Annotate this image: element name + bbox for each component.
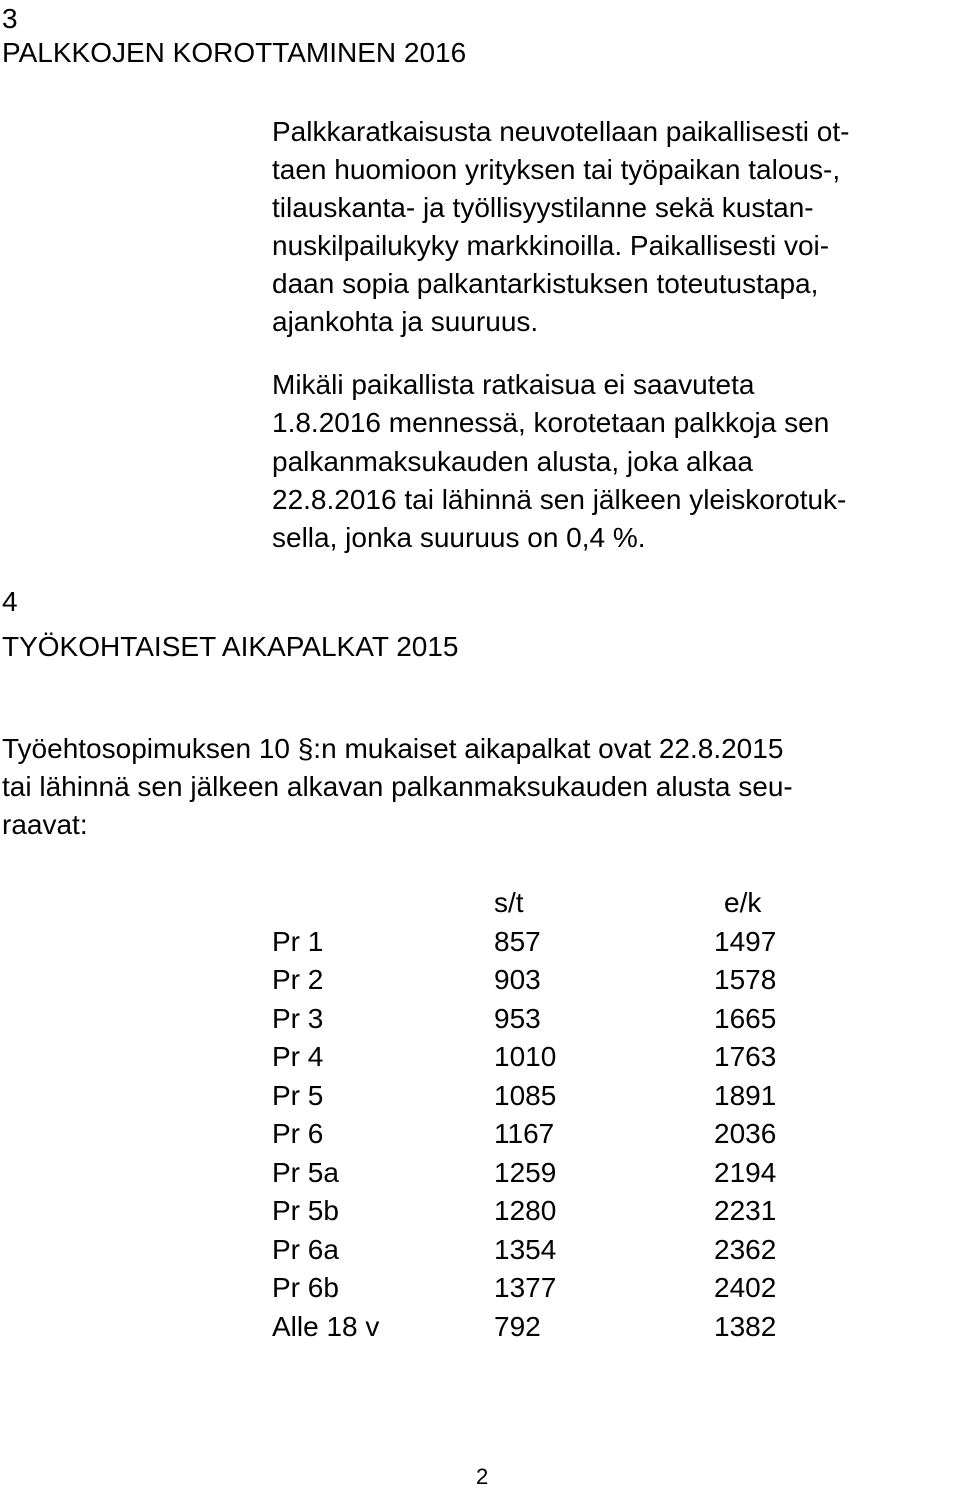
- table-cell: Pr 2: [272, 964, 324, 995]
- table-cell: 1497: [714, 925, 777, 957]
- intro-line: Työehtosopimuksen 10 §:n mukaiset aikapalkat ovat 22.8.2015: [2, 733, 784, 764]
- table-row: [272, 1192, 832, 1231]
- table-cell: 857: [494, 925, 541, 957]
- paragraph-line: Mikäli paikallista ratkaisua ei saavuteta: [272, 369, 755, 400]
- table-row: [272, 1077, 832, 1116]
- table-cell: 792: [494, 1310, 541, 1342]
- paragraph-line: ajankohta ja suuruus.: [272, 306, 539, 337]
- table-row: [272, 961, 832, 1000]
- table-header-cell: e/k: [724, 887, 762, 918]
- table-cell: Pr 6a: [272, 1233, 339, 1265]
- table-cell: 1665: [714, 1002, 777, 1034]
- table-row: [272, 1231, 832, 1270]
- table-cell: 2036: [714, 1118, 777, 1149]
- page-number: 2: [476, 1464, 489, 1489]
- table-cell: 2231: [714, 1195, 777, 1226]
- table-header-row: [272, 884, 832, 923]
- intro-line: raavat:: [2, 809, 88, 840]
- table-cell: 1010: [494, 1041, 557, 1072]
- section-3-number: 3: [2, 3, 18, 34]
- table-cell: 2402: [714, 1272, 777, 1303]
- paragraph-line: palkanmaksukauden alusta, joka alkaa: [272, 446, 753, 477]
- paragraph-line: Palkkaratkaisusta neuvotellaan paikallisesti ot-: [272, 116, 850, 147]
- paragraph-line: tilauskanta- ja työllisyystilanne sekä kustan-: [272, 192, 814, 223]
- paragraph-line: daan sopia palkantarkistuksen toteutustapa,: [272, 268, 819, 299]
- table-row: [272, 1038, 832, 1077]
- table-cell: 1085: [494, 1079, 557, 1111]
- section-3-title: PALKKOJEN KOROTTAMINEN 2016: [2, 37, 467, 68]
- table-cell: Pr 6: [272, 1118, 324, 1149]
- table-cell: 2362: [714, 1233, 777, 1265]
- intro-line: tai lähinnä sen jälkeen alkavan palkanmaksukauden alusta seu-: [2, 771, 793, 802]
- table-cell: Pr 3: [272, 1002, 324, 1034]
- paragraph-line: 1.8.2016 mennessä, korotetaan palkkoja sen: [272, 407, 830, 438]
- table-cell: Pr 1: [272, 925, 324, 957]
- table-row: [272, 1115, 832, 1154]
- table-row: [272, 1308, 832, 1347]
- table-cell: 903: [494, 964, 541, 995]
- table-cell: 1891: [714, 1079, 777, 1111]
- table-cell: 1280: [494, 1195, 557, 1226]
- table-cell: 1167: [494, 1118, 555, 1149]
- table-cell: Alle 18 v: [272, 1310, 380, 1342]
- table-cell: 1259: [494, 1156, 557, 1188]
- table-row: [272, 1269, 832, 1308]
- table-row: [272, 1000, 832, 1039]
- table-cell: 1354: [494, 1233, 557, 1265]
- table-row: [272, 1154, 832, 1193]
- section-4-number: 4: [2, 586, 18, 617]
- table-cell: Pr 5a: [272, 1156, 339, 1188]
- table-header-cell: s/t: [494, 887, 524, 918]
- table-cell: 1578: [714, 964, 777, 995]
- table-cell: 2194: [714, 1156, 777, 1188]
- table-cell: Pr 5: [272, 1079, 324, 1111]
- section-4-title: TYÖKOHTAISET AIKAPALKAT 2015: [2, 631, 459, 662]
- paragraph-line: nuskilpailukyky markkinoilla. Paikallisesti voi-: [272, 230, 830, 261]
- paragraph-line: sella, jonka suuruus on 0,4 %.: [272, 522, 646, 553]
- table-cell: Pr 6b: [272, 1272, 339, 1303]
- table-cell: 1382: [714, 1310, 777, 1342]
- table-cell: Pr 5b: [272, 1195, 339, 1226]
- table-row: [272, 923, 832, 962]
- table-cell: 953: [494, 1002, 541, 1034]
- wage-table: [272, 884, 832, 1346]
- table-cell: Pr 4: [272, 1041, 324, 1072]
- paragraph-line: taen huomioon yrityksen tai työpaikan talous-,: [272, 154, 841, 185]
- table-cell: 1763: [714, 1041, 777, 1072]
- table-cell: 1377: [494, 1272, 557, 1303]
- paragraph-line: 22.8.2016 tai lähinnä sen jälkeen yleiskorotuk-: [272, 484, 847, 515]
